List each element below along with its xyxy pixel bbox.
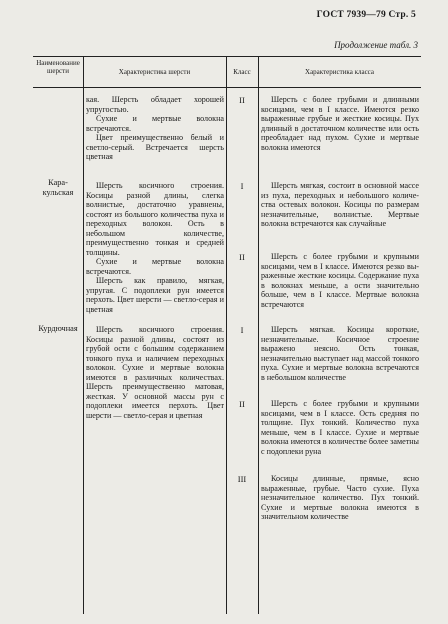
table-header-divider (33, 87, 421, 88)
row-name-karakul: Каракульская (42, 178, 74, 197)
column-divider-1 (83, 56, 84, 614)
page-header-gost: ГОСТ 7939—79 Стр. 5 (316, 10, 416, 20)
class-desc (261, 474, 419, 522)
class-desc-text: Косицы длинные, прямые, ясно выраженные, грубые. Часто сухие. Пуха незначительное количество. Пух тонкий. Сухие и мертвые волокна имеются в значительном количестве (261, 474, 419, 521)
class-desc-text: Шерсть мягкая, состоит в основной массе из пуха, переходных и небольшого количества остевых волокон. Косицы по размерам незначительные, волнистые. Мертвые волокна встречаются как случайные (261, 181, 419, 228)
class-desc-text: Шерсть с более грубыми и длинными косицами, чем в I классе. Имеются резко выраженные грубые и жесткие косицы. Пух длинный в достаточном количестве или ость преобладает над пухом. Сухие и мертвые волокна имеются (261, 95, 419, 152)
kurdyuch-wool-para: Шерсть косичного строения. Косицы разной длины, состоят из грубой ости с большим содержанием тонкого пуха и наличием переходных волокон. Сухие и мертвые волокна имеются в различных количествах. Шерсть преимущественно матовая, жесткая. У основной массы рун с подоплеки имеется перхоть. Цвет шерсти — светло-серая и цветная (86, 325, 224, 420)
class-desc-text: Шерсть с более грубыми и крупными косицами, чем в I классе. Имеются резко выраженные жесткие косицы. Содержание пуха в волокнах меньше, а ости значительно больше, чем в I классе. Мертвые волокна встречаются (261, 252, 419, 309)
karakul-wool-top-para: кая. Шерсть обладает хорошей упругостью. (86, 95, 224, 114)
row-name-kurdyuch: Курдючная (38, 324, 78, 333)
karakul-wool-top-para: Сухие и мертвые волокна встречаются. (86, 114, 224, 133)
table-continuation-label: Продолжение табл. 3 (334, 40, 418, 50)
class-label: II (239, 95, 245, 105)
class-desc (261, 181, 419, 229)
header-class-desc: Характеристика класса (305, 68, 374, 76)
class-desc-text: Шерсть мягкая. Косицы короткие, незначительные. Косичное строение выражено неясно. Ость тонкая, незначительно выступает над массой тонкого пуха. Сухие и мертвые волокна встречаются в небольшом количестве (261, 325, 419, 382)
class-desc-text: Шерсть с более грубыми и крупными косицами, чем в I классе. Ость средняя по толщине. Пух тонкий. Количество пуха меньше, чем в I классе. Сухие и мертвые волокна имеются в количестве более заметны с подоплеки руна (261, 399, 419, 456)
class-desc (261, 399, 419, 456)
kurdyuch-wool (86, 325, 224, 420)
table-top-border (33, 56, 421, 57)
class-desc (261, 252, 419, 309)
class-desc (261, 325, 419, 382)
class-label: III (237, 474, 247, 484)
karakul-wool-main-para: Шерсть косичного строения. Косицы разной длины, слегка волнистые, достаточно уравнены, состоят из большого количества пуха и переходных волокон. Ость в небольшом количестве, преимущественно тонкая и средней толщины. (86, 181, 224, 257)
karakul-wool-main-para: Сухие и мертвые волокна встречаются. (86, 257, 224, 276)
column-divider-2 (226, 56, 227, 614)
class-desc (261, 95, 419, 152)
header-name: Наименование шерсти (36, 59, 80, 75)
karakul-wool-main-para: Шерсть как правило, мягкая, упругая. С подоплеки рун имеется перхоть. Цвет шерсти — светло-серая и цветная (86, 276, 224, 314)
karakul-wool-top-para: Цвет преимущественно белый и светло-серый. Встречается шерсть цветная (86, 133, 224, 161)
column-divider-3 (258, 56, 259, 614)
class-label: II (239, 252, 245, 262)
class-label: I (240, 325, 244, 335)
header-class: Класс (233, 68, 251, 76)
karakul-wool-top (86, 95, 224, 162)
wool-characteristics-table (33, 56, 421, 614)
header-wool: Характеристика шерсти (118, 68, 191, 76)
class-label: I (240, 181, 244, 191)
class-label: II (239, 399, 245, 409)
karakul-wool-main (86, 181, 224, 314)
